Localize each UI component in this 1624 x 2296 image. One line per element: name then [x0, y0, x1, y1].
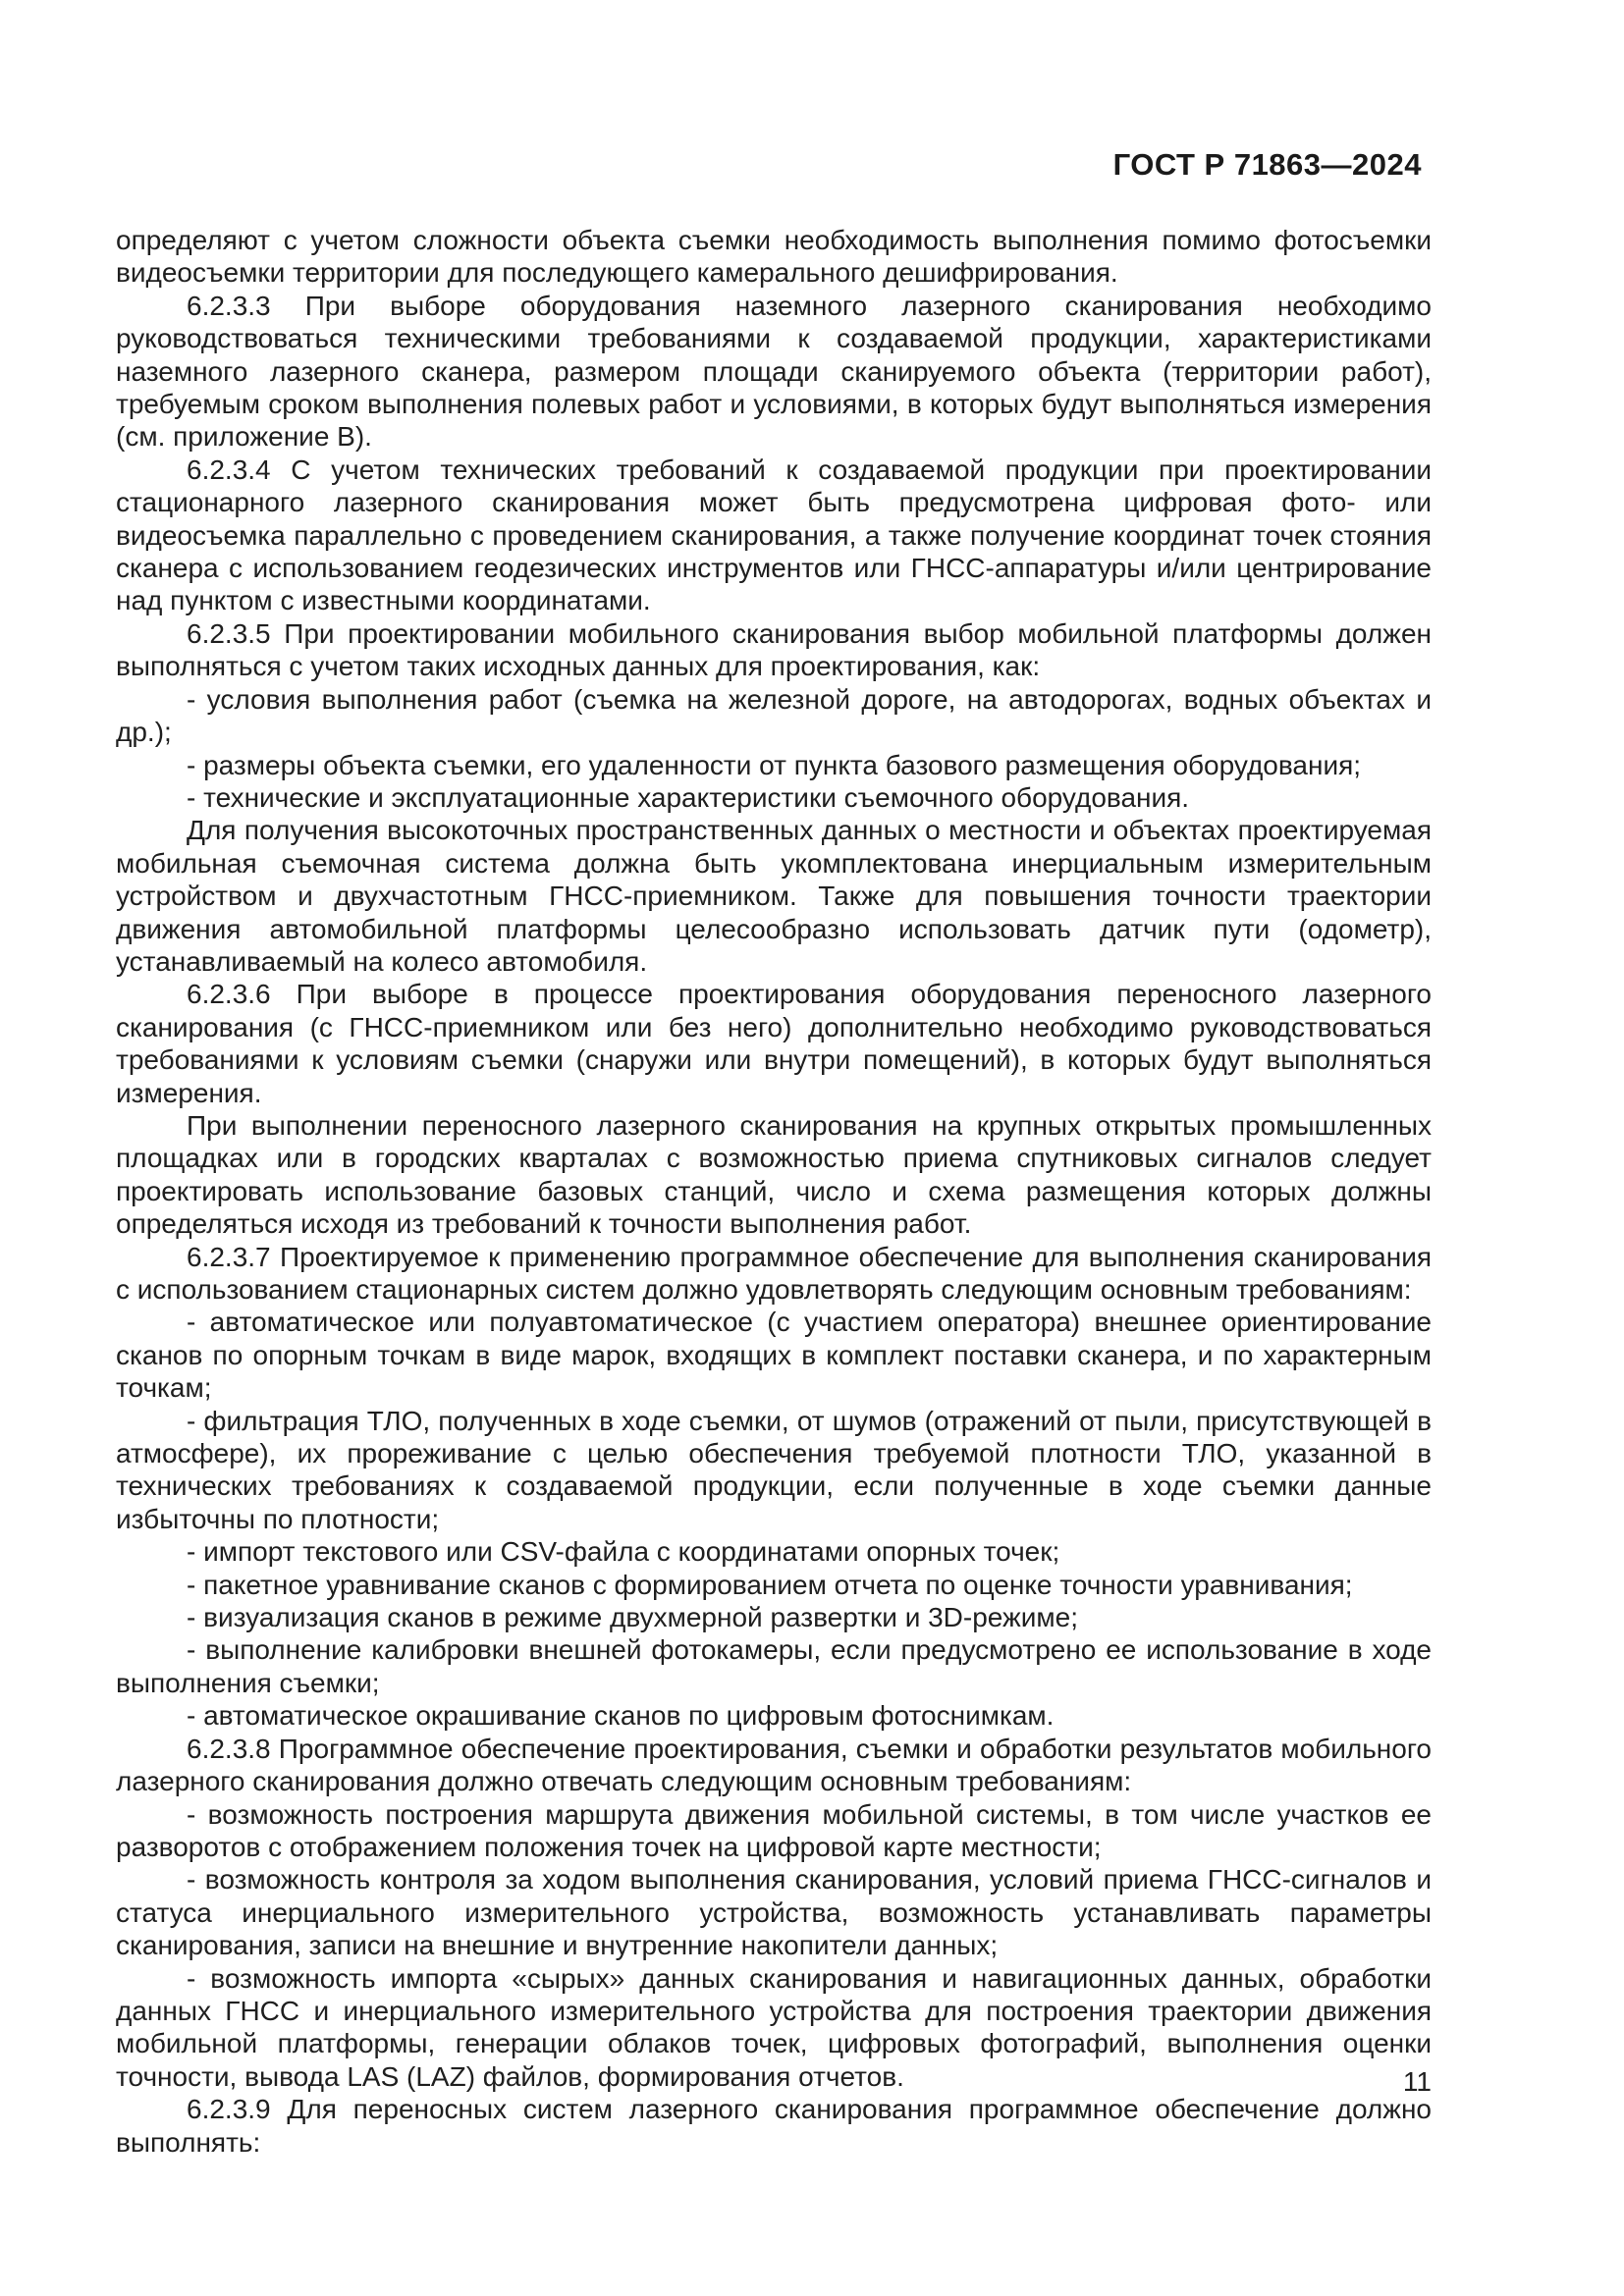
paragraph: 6.2.3.9 Для переносных систем лазерного сканирования программное обеспечение должно выполнять: [116, 2094, 1432, 2158]
paragraph: - автоматическое окрашивание сканов по цифровым фотоснимкам. [187, 1700, 1055, 1732]
paragraph: - возможность контроля за ходом выполнения сканирования, условий приема ГНСС-сигналов и статуса инерциального измерительного устройства, возможность устанавливать параметры сканирования, записи на внешние и внутренние накопители данных; [116, 1864, 1432, 1961]
paragraph: 6.2.3.8 Программное обеспечение проектирования, съемки и обработки результатов мобильного лазерного сканирования должно отвечать следующим основным требованиям: [116, 1733, 1432, 1797]
paragraph: 6.2.3.7 Проектируемое к применению программное обеспечение для выполнения сканирования с использованием стационарных систем должно удовлетворять следующим основным требованиям: [116, 1241, 1432, 1305]
paragraph: Для получения высокоточных пространственных данных о местности и объектах проектируемая мобильная съемочная система должна быть укомплектована инерциальным измерительным устройством и двухчастотным ГНСС-приемником. Также для повышения точности траектории движения автомобильной платформы целесообразно использовать датчик пути (одометр), устанавливаемый на колесо автомобиля. [116, 815, 1432, 977]
paragraph: При выполнении переносного лазерного сканирования на крупных открытых промышленных площадках или в городских кварталах с возможностью приема спутниковых сигналов следует проектировать использование базовых станций, число и схема размещения которых должны определяться исходя из требований к точности выполнения работ. [116, 1109, 1432, 1240]
paragraph: 6.2.3.4 С учетом технических требований к создаваемой продукции при проектировании стационарного лазерного сканирования может быть предусмотрена цифровая фото- или видеосъемка параллельно с проведением сканирования, а также получение координат точек стояния сканера с использованием геодезических инструментов или ГНСС-аппаратуры и/или центрирование над пунктом с известными координатами. [116, 454, 1432, 616]
paragraph: 6.2.3.5 При проектировании мобильного сканирования выбор мобильной платформы должен выполняться с учетом таких исходных данных для проектирования, как: [116, 617, 1432, 682]
paragraph: 6.2.3.6 При выборе в процессе проектирования оборудования переносного лазерного сканирования (с ГНСС-приемником или без него) дополнительно необходимо руководствоваться требованиями к условиям съемки (снаружи или внутри помещений), в которых будут выполняться измерения. [116, 979, 1432, 1108]
paragraph: - визуализация сканов в режиме двухмерной развертки и 3D-режиме; [187, 1602, 1079, 1633]
page-number: 11 [1402, 2066, 1432, 2097]
paragraph: определяют с учетом сложности объекта съемки необходимость выполнения помимо фотосъемки видеосъемки территории для последующего камерального дешифрирования. [116, 225, 1432, 289]
document-header-standard-number: ГОСТ Р 71863—2024 [1112, 147, 1422, 182]
document-body [116, 224, 1432, 2159]
paragraph: - размеры объекта съемки, его удаленности от пункта базового размещения оборудования; [187, 749, 1362, 780]
paragraph: - импорт текстового или CSV-файла с координатами опорных точек; [187, 1536, 1060, 1568]
paragraph: - автоматическое или полуавтоматическое (с участием оператора) внешнее ориентирование сканов по опорным точкам в виде марок, входящих в комплект поставки сканера, и по характерным точкам; [116, 1307, 1432, 1404]
paragraph: - возможность импорта «сырых» данных сканирования и навигационных данных, обработки данных ГНСС и инерциального измерительного устройства для построения траектории движения мобильной платформы, генерации облаков точек, цифровых фотографий, выполнения оценки точности, вывода LAS (LAZ) файлов, формирования отчетов. [116, 1962, 1432, 2092]
paragraph: 6.2.3.3 При выборе оборудования наземного лазерного сканирования необходимо руководствоваться техническими требованиями к создаваемой продукции, характеристиками наземного лазерного сканера, размером площади сканируемого объекта (территории работ), требуемым сроком выполнения полевых работ и условиями, в которых будут выполняться измерения (см. приложение В). [116, 290, 1432, 453]
paragraph: - пакетное уравнивание сканов с формированием отчета по оценке точности уравнивания; [187, 1569, 1353, 1600]
paragraph: - фильтрация ТЛО, полученных в ходе съемки, от шумов (отражений от пыли, присутствующей в атмосфере), их прореживание с целью обеспечения требуемой плотности ТЛО, указанной в технических требованиях к создаваемой продукции, если полученные в ходе съемки данные избыточны по плотности; [116, 1405, 1432, 1534]
paragraph: - выполнение калибровки внешней фотокамеры, если предусмотрено ее использование в ходе выполнения съемки; [116, 1634, 1432, 1698]
paragraph: - технические и эксплуатационные характеристики съемочного оборудования. [187, 781, 1190, 813]
paragraph: - условия выполнения работ (съемка на железной дороге, на автодорогах, водных объектах и др.); [116, 683, 1432, 748]
paragraph: - возможность построения маршрута движения мобильной системы, в том числе участков ее разворотов с отображением положения точек на цифровой карте местности; [116, 1798, 1432, 1862]
